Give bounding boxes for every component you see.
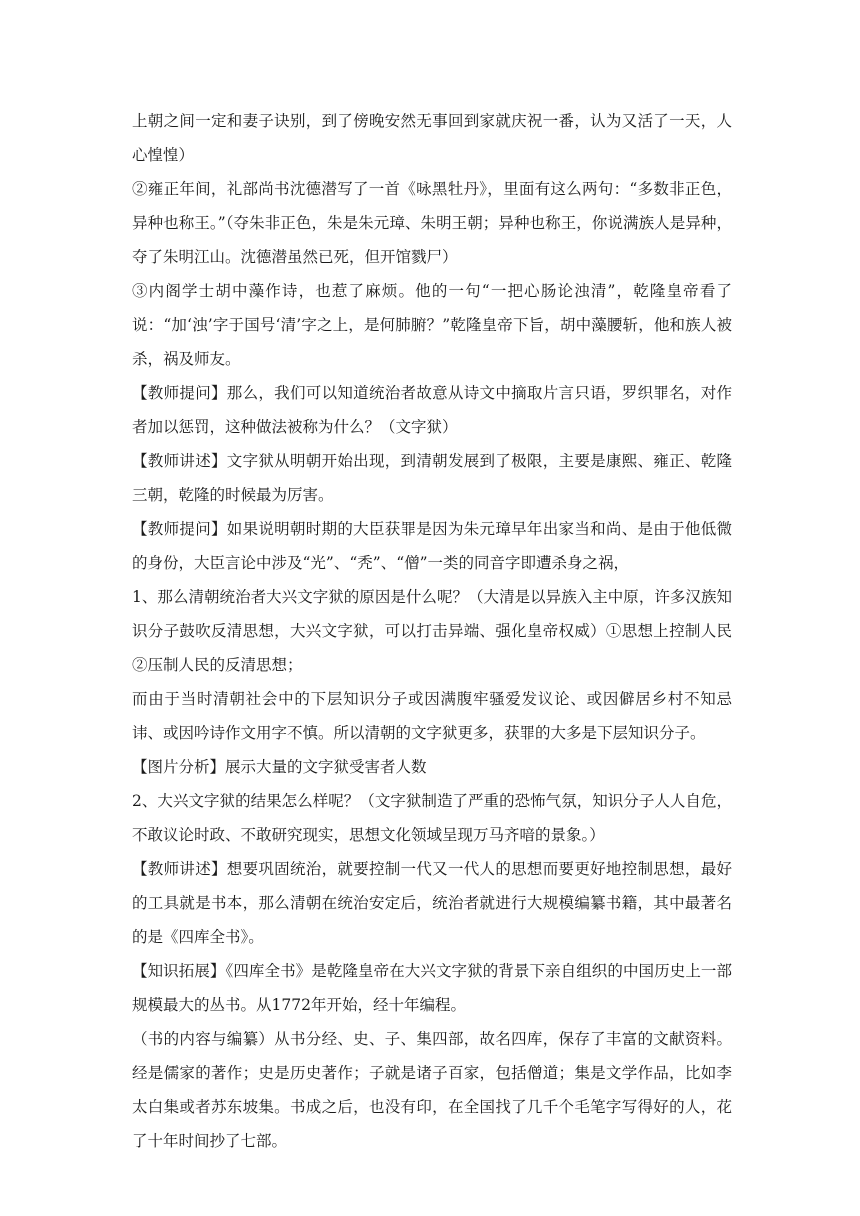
paragraph: 【教师提问】那么，我们可以知道统治者故意从诗文中摘取片言只语，罗织罪名，对作者加以惩罚，这种做法被称为什么？（文字狱） bbox=[132, 384, 732, 436]
paragraph: 【教师提问】如果说明朝时期的大臣获罪是因为朱元璋早年出家当和尚、是由于他低微的身份，大臣言论中涉及“光”、“秃”、“僧”一类的同音字即遭杀身之祸， bbox=[132, 520, 732, 572]
paragraph: 【知识拓展】《四库全书》是乾隆皇帝在大兴文字狱的背景下亲自组织的中国历史上一部规模最大的丛书。从1772年开始，经十年编程。 bbox=[132, 962, 732, 1014]
paragraph: ③内阁学士胡中藻作诗，也惹了麻烦。他的一句“一把心肠论浊清”，乾隆皇帝看了说：“加‘浊’字于国号‘清’字之上，是何肺腑？”乾隆皇帝下旨，胡中藻腰斩，他和族人被杀，祸及师友。 bbox=[132, 282, 732, 368]
paragraph: ②雍正年间，礼部尚书沈德潜写了一首《咏黑牡丹》，里面有这么两句：“多数非正色，异种也称王。”（夺朱非正色，朱是朱元璋、朱明王朝；异种也称王，你说满族人是异种，夺了朱明江山。沈德潜虽然已死，但开馆戮尸） bbox=[132, 180, 732, 266]
paragraph: 1、那么清朝统治者大兴文字狱的原因是什么呢？（大清是以异族入主中原，许多汉族知识分子鼓吹反清思想，大兴文字狱，可以打击异端、强化皇帝权威）①思想上控制人民②压制人民的反清思想； bbox=[132, 588, 732, 674]
paragraph: 【图片分析】展示大量的文字狱受害者人数 bbox=[132, 758, 427, 776]
paragraph: 上朝之间一定和妻子诀别，到了傍晚安然无事回到家就庆祝一番，认为又活了一天，人心惶惶） bbox=[132, 112, 732, 164]
paragraph: （书的内容与编纂）从书分经、史、子、集四部，故名四库，保存了丰富的文献资料。经是儒家的著作；史是历史著作；子就是诸子百家，包括僧道；集是文学作品，比如李太白集或者苏东坡集。书成之后，也没有印，在全国找了几千个毛笔字写得好的人，花了十年时间抄了七部。 bbox=[132, 1030, 732, 1150]
paragraph: 而由于当时清朝社会中的下层知识分子或因满腹牢骚爱发议论、或因僻居乡村不知忌讳、或因吟诗作文用字不慎。所以清朝的文字狱更多，获罪的大多是下层知识分子。 bbox=[132, 690, 732, 742]
paragraph: 2、大兴文字狱的结果怎么样呢？（文字狱制造了严重的恐怖气氛，知识分子人人自危，不敢议论时政、不敢研究现实，思想文化领域呈现万马齐喑的景象。） bbox=[132, 792, 732, 844]
document-body bbox=[132, 104, 732, 1158]
paragraph: 【教师讲述】文字狱从明朝开始出现，到清朝发展到了极限，主要是康熙、雍正、乾隆三朝，乾隆的时候最为厉害。 bbox=[132, 452, 732, 504]
paragraph: 【教师讲述】想要巩固统治，就要控制一代又一代人的思想而要更好地控制思想，最好的工具就是书本，那么清朝在统治安定后，统治者就进行大规模编纂书籍，其中最著名的是《四库全书》。 bbox=[132, 860, 732, 946]
